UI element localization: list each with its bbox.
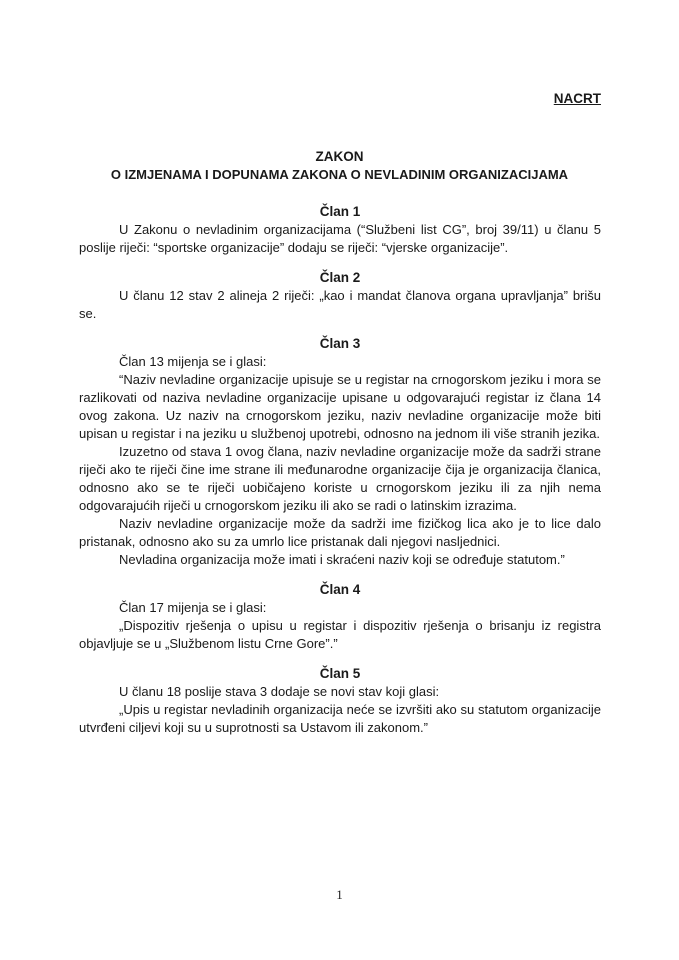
article-paragraph: „Upis u registar nevladinih organizacija neće se izvršiti ako su statutom organizacije utvrđeni ciljevi koji su u suprotnosti sa Ustavom ili zakonom.” [79,702,601,735]
article-paragraph: U članu 18 poslije stava 3 dodaje se novi stav koji glasi: [119,684,440,699]
article-3 [79,335,601,569]
article-heading: Član 1 [319,204,361,219]
article-heading: Član 2 [319,270,361,285]
article-heading: Član 5 [319,666,361,681]
article-paragraph: U članu 12 stav 2 alineja 2 riječi: „kao i mandat članova organa upravljanja” brišu se. [79,288,601,321]
article-2 [79,269,601,323]
article-paragraph: Član 13 mijenja se i glasi: [119,354,267,369]
article-heading: Član 3 [319,336,361,351]
article-paragraph: Izuzetno od stava 1 ovog člana, naziv nevladine organizacije može da sadrži strane riječi ako te riječi čine ime strane ili međunarodne organizacije čija je organizacija članica, odnosno ako se te riječi uobičajeno koriste u crnogorskom jeziku ili za njih nema odgovarajućih riječi u crnogorskom jeziku ili ako se radi o latinskim izrazima. [79,444,601,513]
law-title: ZAKON [315,149,364,164]
article-paragraph: Član 17 mijenja se i glasi: [119,600,267,615]
article-paragraph: “Naziv nevladine organizacije upisuje se u registar na crnogorskom jeziku i mora se razlikovati od naziva nevladine organizacije upisane u odgovarajući registar iz člana 14 ovog zakona. Uz naziv na crnogorskom jeziku, naziv nevladine organizacije može biti upisan u registar i na jeziku u službenoj upotrebi, odnosno na jednom ili više stranih jezika. [79,372,601,441]
page-number: 1 [336,887,343,902]
article-1 [79,203,601,257]
law-subtitle: O IZMJENAMA I DOPUNAMA ZAKONA O NEVLADINIM ORGANIZACIJAMA [110,167,569,182]
article-paragraph: Naziv nevladine organizacije može da sadrži ime fizičkog lica ako je to lice dalo pristanak, odnosno ako su za umrlo lice pristanak dali njegovi nasljednici. [79,516,601,549]
document-body [79,203,601,737]
article-5 [79,665,601,737]
article-paragraph: „Dispozitiv rješenja o upisu u registar i dispozitiv rješenja o brisanju iz registra objavljuje se u „Službenom listu Crne Gore”.” [79,618,601,651]
article-4 [79,581,601,653]
article-paragraph: Nevladina organizacija može imati i skraćeni naziv koji se određuje statutom.” [119,552,565,567]
article-heading: Član 4 [319,582,361,597]
draft-label: NACRT [553,91,601,106]
article-paragraph: U Zakonu o nevladinim organizacijama (“Službeni list CG”, broj 39/11) u članu 5 poslije riječi: “sportske organizacije” dodaju se riječi: “vjerske organizacije”. [79,222,601,255]
